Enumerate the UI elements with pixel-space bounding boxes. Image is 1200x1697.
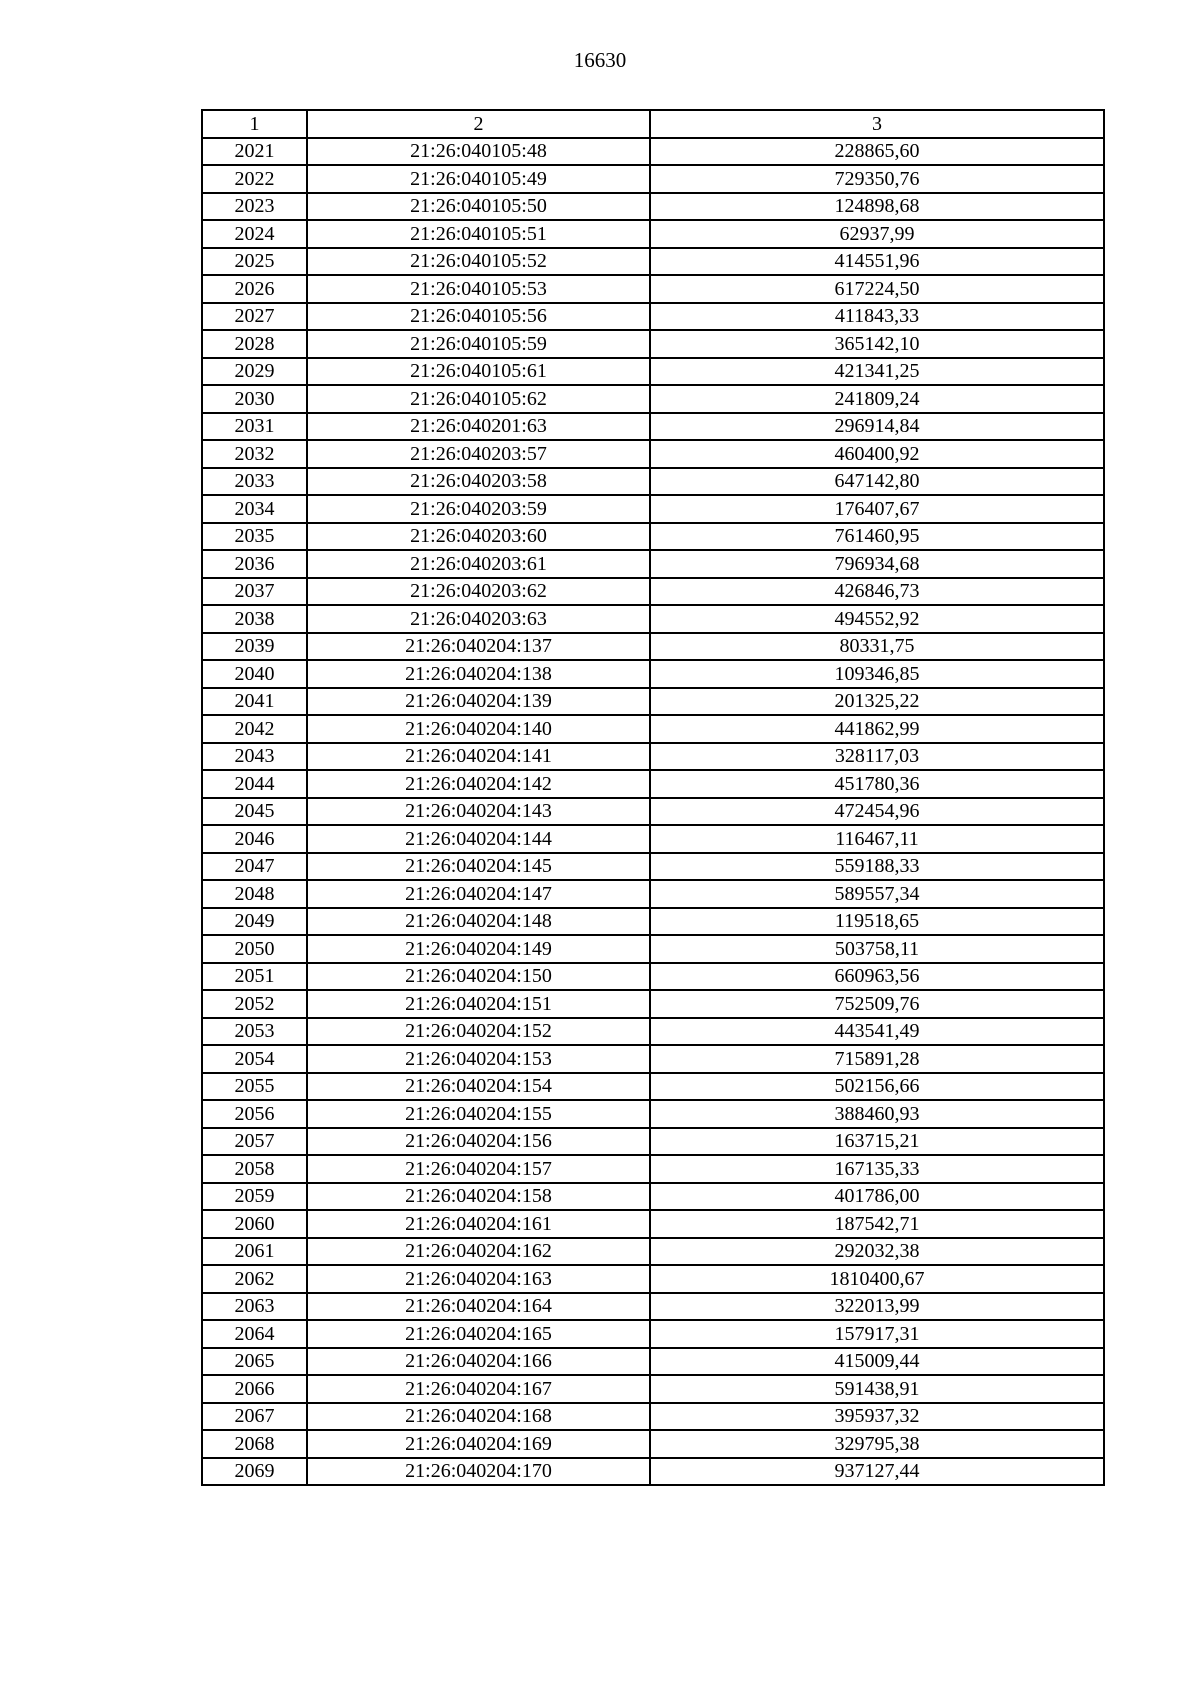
row-number-cell: 2035: [202, 523, 307, 551]
table-row: [202, 303, 1104, 331]
value-cell: 1810400,67: [650, 1265, 1104, 1293]
value-cell: 414551,96: [650, 248, 1104, 276]
row-number-cell: 2022: [202, 165, 307, 193]
cadastral-number-cell: 21:26:040204:151: [307, 990, 650, 1018]
row-number-cell: 2031: [202, 413, 307, 441]
row-number-cell: 2069: [202, 1458, 307, 1486]
value-cell: 228865,60: [650, 138, 1104, 166]
row-number-cell: 2040: [202, 660, 307, 688]
value-cell: 421341,25: [650, 358, 1104, 386]
table-row: [202, 1293, 1104, 1321]
table-row: [202, 1073, 1104, 1101]
table-row: [202, 193, 1104, 221]
value-cell: 426846,73: [650, 578, 1104, 606]
cadastral-number-cell: 21:26:040105:51: [307, 220, 650, 248]
row-number-cell: 2062: [202, 1265, 307, 1293]
table-row: [202, 275, 1104, 303]
value-cell: 752509,76: [650, 990, 1104, 1018]
table-row: [202, 715, 1104, 743]
cadastral-number-cell: 21:26:040204:142: [307, 770, 650, 798]
row-number-cell: 2053: [202, 1018, 307, 1046]
row-number-cell: 2051: [202, 963, 307, 991]
table-row: [202, 495, 1104, 523]
row-number-cell: 2044: [202, 770, 307, 798]
value-cell: 441862,99: [650, 715, 1104, 743]
value-cell: 322013,99: [650, 1293, 1104, 1321]
data-table: [201, 109, 1105, 1486]
cadastral-number-cell: 21:26:040201:63: [307, 413, 650, 441]
value-cell: 660963,56: [650, 963, 1104, 991]
value-cell: 241809,24: [650, 385, 1104, 413]
row-number-cell: 2021: [202, 138, 307, 166]
row-number-cell: 2052: [202, 990, 307, 1018]
table-row: [202, 1238, 1104, 1266]
table-row: [202, 165, 1104, 193]
cadastral-number-cell: 21:26:040204:162: [307, 1238, 650, 1266]
table-row: [202, 1100, 1104, 1128]
cadastral-number-cell: 21:26:040203:60: [307, 523, 650, 551]
value-cell: 647142,80: [650, 468, 1104, 496]
row-number-cell: 2029: [202, 358, 307, 386]
cadastral-number-cell: 21:26:040203:59: [307, 495, 650, 523]
cadastral-number-cell: 21:26:040204:150: [307, 963, 650, 991]
cadastral-number-cell: 21:26:040204:164: [307, 1293, 650, 1321]
table-row: [202, 605, 1104, 633]
cadastral-number-cell: 21:26:040204:145: [307, 853, 650, 881]
row-number-cell: 2061: [202, 1238, 307, 1266]
cadastral-number-cell: 21:26:040204:168: [307, 1403, 650, 1431]
row-number-cell: 2030: [202, 385, 307, 413]
row-number-cell: 2057: [202, 1128, 307, 1156]
value-cell: 187542,71: [650, 1210, 1104, 1238]
cadastral-number-cell: 21:26:040204:169: [307, 1430, 650, 1458]
value-cell: 503758,11: [650, 935, 1104, 963]
row-number-cell: 2046: [202, 825, 307, 853]
table-row: [202, 880, 1104, 908]
table-row: [202, 963, 1104, 991]
value-cell: 176407,67: [650, 495, 1104, 523]
table-row: [202, 990, 1104, 1018]
table-row: [202, 1265, 1104, 1293]
table-row: [202, 1183, 1104, 1211]
cadastral-number-cell: 21:26:040204:137: [307, 633, 650, 661]
value-cell: 124898,68: [650, 193, 1104, 221]
row-number-cell: 2024: [202, 220, 307, 248]
table-row: [202, 385, 1104, 413]
row-number-cell: 2059: [202, 1183, 307, 1211]
table-row: [202, 660, 1104, 688]
table-row: [202, 1210, 1104, 1238]
table-row: [202, 523, 1104, 551]
cadastral-number-cell: 21:26:040204:166: [307, 1348, 650, 1376]
row-number-cell: 2039: [202, 633, 307, 661]
row-number-cell: 2067: [202, 1403, 307, 1431]
cadastral-number-cell: 21:26:040204:139: [307, 688, 650, 716]
cadastral-number-cell: 21:26:040204:154: [307, 1073, 650, 1101]
value-cell: 329795,38: [650, 1430, 1104, 1458]
table-row: [202, 248, 1104, 276]
table-row: [202, 853, 1104, 881]
value-cell: 157917,31: [650, 1320, 1104, 1348]
cadastral-number-cell: 21:26:040204:144: [307, 825, 650, 853]
row-number-cell: 2038: [202, 605, 307, 633]
cadastral-number-cell: 21:26:040204:143: [307, 798, 650, 826]
cadastral-number-cell: 21:26:040204:148: [307, 908, 650, 936]
cadastral-number-cell: 21:26:040204:138: [307, 660, 650, 688]
value-cell: 163715,21: [650, 1128, 1104, 1156]
value-cell: 715891,28: [650, 1045, 1104, 1073]
value-cell: 761460,95: [650, 523, 1104, 551]
table-row: [202, 1018, 1104, 1046]
table-row: [202, 908, 1104, 936]
table-row: [202, 633, 1104, 661]
cadastral-number-cell: 21:26:040204:141: [307, 743, 650, 771]
value-cell: 62937,99: [650, 220, 1104, 248]
row-number-cell: 2023: [202, 193, 307, 221]
value-cell: 494552,92: [650, 605, 1104, 633]
cadastral-number-cell: 21:26:040204:140: [307, 715, 650, 743]
row-number-cell: 2041: [202, 688, 307, 716]
row-number-cell: 2056: [202, 1100, 307, 1128]
cadastral-number-cell: 21:26:040204:147: [307, 880, 650, 908]
table-row: [202, 1403, 1104, 1431]
row-number-cell: 2042: [202, 715, 307, 743]
cadastral-number-cell: 21:26:040105:56: [307, 303, 650, 331]
row-number-cell: 2033: [202, 468, 307, 496]
row-number-cell: 2065: [202, 1348, 307, 1376]
table-row: [202, 798, 1104, 826]
table-row: [202, 138, 1104, 166]
cadastral-number-cell: 21:26:040105:52: [307, 248, 650, 276]
table-row: [202, 1128, 1104, 1156]
value-cell: 116467,11: [650, 825, 1104, 853]
row-number-cell: 2027: [202, 303, 307, 331]
row-number-cell: 2066: [202, 1375, 307, 1403]
cadastral-number-cell: 21:26:040204:170: [307, 1458, 650, 1486]
table-row: [202, 743, 1104, 771]
cadastral-number-cell: 21:26:040204:156: [307, 1128, 650, 1156]
row-number-cell: 2026: [202, 275, 307, 303]
value-cell: 328117,03: [650, 743, 1104, 771]
column-header-1: 1: [202, 110, 307, 138]
cadastral-number-cell: 21:26:040203:61: [307, 550, 650, 578]
table-row: [202, 1430, 1104, 1458]
value-cell: 415009,44: [650, 1348, 1104, 1376]
value-cell: 296914,84: [650, 413, 1104, 441]
cadastral-number-cell: 21:26:040105:49: [307, 165, 650, 193]
cadastral-number-cell: 21:26:040203:63: [307, 605, 650, 633]
row-number-cell: 2025: [202, 248, 307, 276]
cadastral-number-cell: 21:26:040105:62: [307, 385, 650, 413]
row-number-cell: 2048: [202, 880, 307, 908]
table-row: [202, 1155, 1104, 1183]
row-number-cell: 2036: [202, 550, 307, 578]
table-row: [202, 770, 1104, 798]
value-cell: 119518,65: [650, 908, 1104, 936]
column-header-3: 3: [650, 110, 1104, 138]
cadastral-number-cell: 21:26:040204:157: [307, 1155, 650, 1183]
value-cell: 411843,33: [650, 303, 1104, 331]
value-cell: 460400,92: [650, 440, 1104, 468]
table-body: [202, 138, 1104, 1486]
header-row: [202, 110, 1104, 138]
row-number-cell: 2045: [202, 798, 307, 826]
row-number-cell: 2032: [202, 440, 307, 468]
table-row: [202, 440, 1104, 468]
row-number-cell: 2058: [202, 1155, 307, 1183]
value-cell: 589557,34: [650, 880, 1104, 908]
value-cell: 451780,36: [650, 770, 1104, 798]
row-number-cell: 2047: [202, 853, 307, 881]
cadastral-number-cell: 21:26:040105:53: [307, 275, 650, 303]
table-row: [202, 358, 1104, 386]
table-row: [202, 935, 1104, 963]
table-row: [202, 1458, 1104, 1486]
value-cell: 729350,76: [650, 165, 1104, 193]
row-number-cell: 2043: [202, 743, 307, 771]
cadastral-number-cell: 21:26:040204:167: [307, 1375, 650, 1403]
row-number-cell: 2034: [202, 495, 307, 523]
cadastral-number-cell: 21:26:040203:62: [307, 578, 650, 606]
table-row: [202, 330, 1104, 358]
row-number-cell: 2028: [202, 330, 307, 358]
cadastral-number-cell: 21:26:040105:61: [307, 358, 650, 386]
table-row: [202, 413, 1104, 441]
row-number-cell: 2063: [202, 1293, 307, 1321]
value-cell: 443541,49: [650, 1018, 1104, 1046]
row-number-cell: 2060: [202, 1210, 307, 1238]
value-cell: 80331,75: [650, 633, 1104, 661]
row-number-cell: 2049: [202, 908, 307, 936]
value-cell: 292032,38: [650, 1238, 1104, 1266]
cadastral-number-cell: 21:26:040204:161: [307, 1210, 650, 1238]
cadastral-number-cell: 21:26:040105:48: [307, 138, 650, 166]
value-cell: 395937,32: [650, 1403, 1104, 1431]
cadastral-number-cell: 21:26:040204:155: [307, 1100, 650, 1128]
table-row: [202, 1375, 1104, 1403]
value-cell: 365142,10: [650, 330, 1104, 358]
cadastral-number-cell: 21:26:040204:163: [307, 1265, 650, 1293]
row-number-cell: 2055: [202, 1073, 307, 1101]
value-cell: 201325,22: [650, 688, 1104, 716]
value-cell: 937127,44: [650, 1458, 1104, 1486]
table-row: [202, 688, 1104, 716]
table-header: [202, 110, 1104, 138]
value-cell: 167135,33: [650, 1155, 1104, 1183]
value-cell: 109346,85: [650, 660, 1104, 688]
cadastral-number-cell: 21:26:040203:57: [307, 440, 650, 468]
value-cell: 617224,50: [650, 275, 1104, 303]
value-cell: 796934,68: [650, 550, 1104, 578]
table-row: [202, 1045, 1104, 1073]
column-header-2: 2: [307, 110, 650, 138]
page-number: 16630: [573, 48, 627, 72]
cadastral-number-cell: 21:26:040203:58: [307, 468, 650, 496]
value-cell: 559188,33: [650, 853, 1104, 881]
row-number-cell: 2068: [202, 1430, 307, 1458]
cadastral-number-cell: 21:26:040204:158: [307, 1183, 650, 1211]
row-number-cell: 2050: [202, 935, 307, 963]
cadastral-number-cell: 21:26:040105:50: [307, 193, 650, 221]
table-row: [202, 1348, 1104, 1376]
table-row: [202, 220, 1104, 248]
table-row: [202, 825, 1104, 853]
row-number-cell: 2037: [202, 578, 307, 606]
table-row: [202, 468, 1104, 496]
cadastral-number-cell: 21:26:040204:149: [307, 935, 650, 963]
value-cell: 591438,91: [650, 1375, 1104, 1403]
table-row: [202, 578, 1104, 606]
table-row: [202, 1320, 1104, 1348]
value-cell: 502156,66: [650, 1073, 1104, 1101]
value-cell: 401786,00: [650, 1183, 1104, 1211]
row-number-cell: 2064: [202, 1320, 307, 1348]
value-cell: 472454,96: [650, 798, 1104, 826]
cadastral-number-cell: 21:26:040204:153: [307, 1045, 650, 1073]
table-row: [202, 550, 1104, 578]
value-cell: 388460,93: [650, 1100, 1104, 1128]
cadastral-number-cell: 21:26:040204:152: [307, 1018, 650, 1046]
cadastral-number-cell: 21:26:040105:59: [307, 330, 650, 358]
cadastral-number-cell: 21:26:040204:165: [307, 1320, 650, 1348]
row-number-cell: 2054: [202, 1045, 307, 1073]
